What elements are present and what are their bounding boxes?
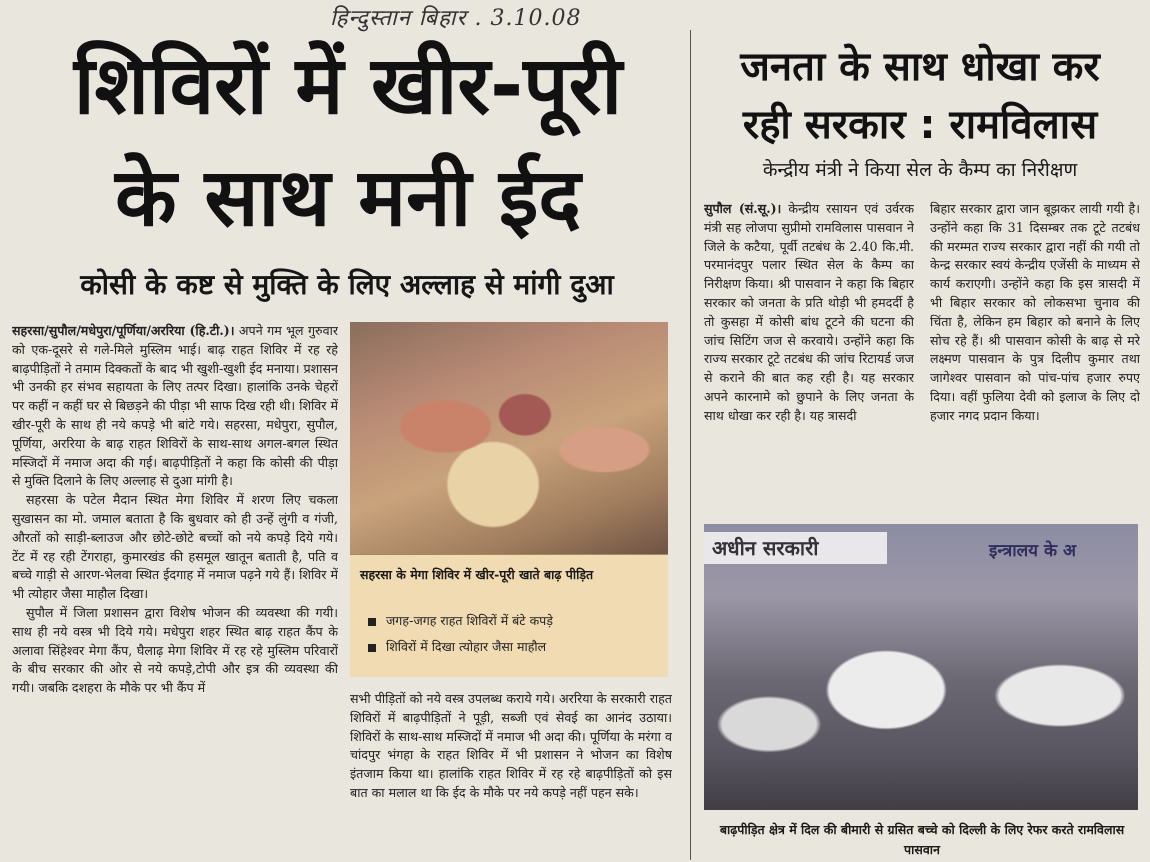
- column-divider: [690, 30, 691, 860]
- left-subheadline: कोसी के कष्ट से मुक्ति के लिए अल्लाह से मांगी दुआ: [80, 268, 614, 301]
- left-headline-line1: शिविरों में खीर-पूरी: [73, 39, 623, 132]
- photo-banner-left: अधीन सरकारी: [704, 532, 887, 564]
- left-photo-caption: सहरसा के मेगा शिविर में खीर-पूरी खाते बाढ़ पीड़ित: [360, 567, 594, 582]
- highlight-bullet-1: [368, 612, 553, 629]
- left-headline: [8, 30, 688, 254]
- right-photo-caption: बाढ़पीड़ित क्षेत्र में दिल की बीमारी से ग्रसित बच्चे को दिल्ली के लिए रेफर करते रामविलास पासवान: [719, 822, 1125, 857]
- right-headline-line2: रही सरकार : रामविलास: [742, 102, 1098, 148]
- minister-event-photo: [704, 524, 1138, 810]
- left-headline-line2: के साथ मनी ईद: [115, 151, 581, 244]
- right-headline-line1: जनता के साथ धोखा कर: [740, 44, 1100, 90]
- right-headline: [700, 38, 1140, 154]
- left-paragraph-1: अपने गम भूल गुरुवार को एक-दूसरे से गले-मिले मुस्लिम भाई। बाढ़ राहत शिविर में रह रहे बाढ़पीड़ितों ने तमाम दिक्कतों के बाद भी खुशी-खुशी ईद मनाया। प्रशासन भी उनकी हर संभव सहायता के लिए तत्पर दिखा। हालांकि उनके चेहरों पर कहीं न कहीं घर से बिछड़ने की पीड़ा भी साफ दिख रही थी। शिविर में खीर-पूरी के साथ ही नये कपड़े भी बांटे गये। सहरसा, मधेपुरा, सुपौल, पूर्णिया, अररिया के बाढ़ राहत शिविरों के साथ-साथ अगल-बगल स्थित मस्जिदों में नमाज अदा की गई। बाढ़पीड़ितों ने कहा कि कोसी की पीड़ा से मुक्ति दिलाने के लिए अल्लाह से दुआ मांगी है।: [12, 323, 338, 489]
- right-subheadline: केन्द्रीय मंत्री ने किया सेल के कैम्प का निरीक्षण: [762, 159, 1078, 181]
- highlight-bullet-2: [368, 638, 546, 655]
- right-dateline: सुपौल (सं.सू.)।: [704, 201, 782, 216]
- relief-camp-photo: [350, 322, 668, 554]
- photo-banner-right: इन्त्रालय के अ: [989, 541, 1076, 561]
- bullet-square-icon: [368, 644, 376, 652]
- bullet-square-icon: [368, 618, 376, 626]
- masthead: हिन्दुस्तान बिहार . 3.10.08: [330, 6, 582, 31]
- right-column-1-text: केन्द्रीय रसायन एवं उर्वरक मंत्री सह लोजपा सुप्रीमो रामविलास पासवान ने जिले के कटैया, पूर्वी तटबंध के 2.40 कि.मी. परमानंदपुर पलार स्थित सेल के कैम्प का निरीक्षण किया। श्री पासवान ने कहा कि बिहार सरकार को जनता के प्रति थोड़ी भी हमदर्दी है तो कुसहा में कोसी बांध टूटने की घटना की जांच सिटिंग जज से करवाये। उन्होंने कहा कि राज्य सरकार टूटे तटबंध की जांच रिटायर्ड जज से कराने की बात कह रही है। यह सरकार अपने कारनामे को छुपाने के लिए जनता के साथ धोखा कर रही है। यह त्रासदी: [704, 201, 914, 423]
- left-dateline: सहरसा/सुपौल/मधेपुरा/पूर्णिया/अररिया (हि.टी.)।: [12, 323, 235, 338]
- bullet-text-2: शिविरों में दिखा त्योहार जैसा माहौल: [386, 639, 547, 654]
- left-story-column-1: [12, 322, 338, 858]
- right-story-column-2: [930, 200, 1140, 530]
- left-paragraph-2: सहरसा के पटेल मैदान स्थित मेगा शिविर में शरण लिए चकला सुखासन का मो. जमाल बताता है कि बुधवार को ही उन्हें लुंगी व गंजी, औरतों को साड़ी-ब्लाउज और छोटे-छोटे बच्चों को नये कपड़े दिये गये। टेंट में रह रही टेंगराहा, कुमारखंड की हसमूल खातून बताती है, पति व बच्चे गाड़ी से आरण-भेलवा स्थित ईदगाह में नमाज पढ़ने गये हैं। शिविर में भी त्योहार जैसा माहौल दिखा।: [12, 492, 338, 602]
- right-column-2-text: बिहार सरकार द्वारा जान बूझकर लायी गयी है। उन्होंने कहा कि 31 दिसम्बर तक टूटे तटबंध की मरम्मत राज्य सरकार द्वारा नहीं की गयी तो केन्द्र सरकार स्वयं केन्द्रीय एजेंसी के माध्यम से कार्य कराएगी। उन्होंने कहा कि इस त्रासदी में भी बिहार सरकार को लोकसभा चुनाव की चिंता है, लेकिन हम बिहार को बनाने के लिए सोच रहे हैं। श्री पासवान कोसी के बाढ़ से मरे लक्ष्मण पासवान के पुत्र दिलीप कुमार तथा जागेश्वर पासवान को पांच-पांच हजार रुपए दिया। वहीं फुलिया देवी को इलाज के लिए दो हजार नगद प्रदान किया।: [930, 201, 1140, 423]
- left-paragraph-3: सुपौल में जिला प्रशासन द्वारा विशेष भोजन की व्यवस्था की गयी। साथ ही नये वस्त्र भी दिये गये। मधेपुरा शहर स्थित बाढ़ राहत कैंप के अलावा सिंहेश्वर मेगा कैंप, घैलाढ़ मेगा शिविर में रह रहे मुस्लिम परिवारों के बीच सरकार की ओर से नये कपड़े,टोपी और इत्र की व्यवस्था की गयी। जबकि दशहरा के मौके पर भी कैंप में: [12, 604, 338, 696]
- left-story-column-2: [350, 690, 672, 858]
- right-story-column-1: [704, 200, 914, 530]
- bullet-text-1: जगह-जगह राहत शिविरों में बंटे कपड़े: [386, 613, 553, 628]
- left-column-2-text: सभी पीड़ितों को नये वस्त्र उपलब्ध कराये गये। अररिया के सरकारी राहत शिविरों में बाढ़पीड़ितों ने पूड़ी, सब्जी एवं सेवई का आनंद उठाया। शिविरों के साथ-साथ मस्जिदों में नमाज भी अदा की। पूर्णिया के मरंगा व चांदपुर भंगहा के राहत शिविर में भी प्रशासन ने भोजन का विशेष इंतजाम किया था। हालांकि राहत शिविर में रह रहे बाढ़पीड़ितों को इस बात का मलाल था कि ईद के मौके पर नये कपड़े नहीं पहन सके।: [350, 691, 672, 800]
